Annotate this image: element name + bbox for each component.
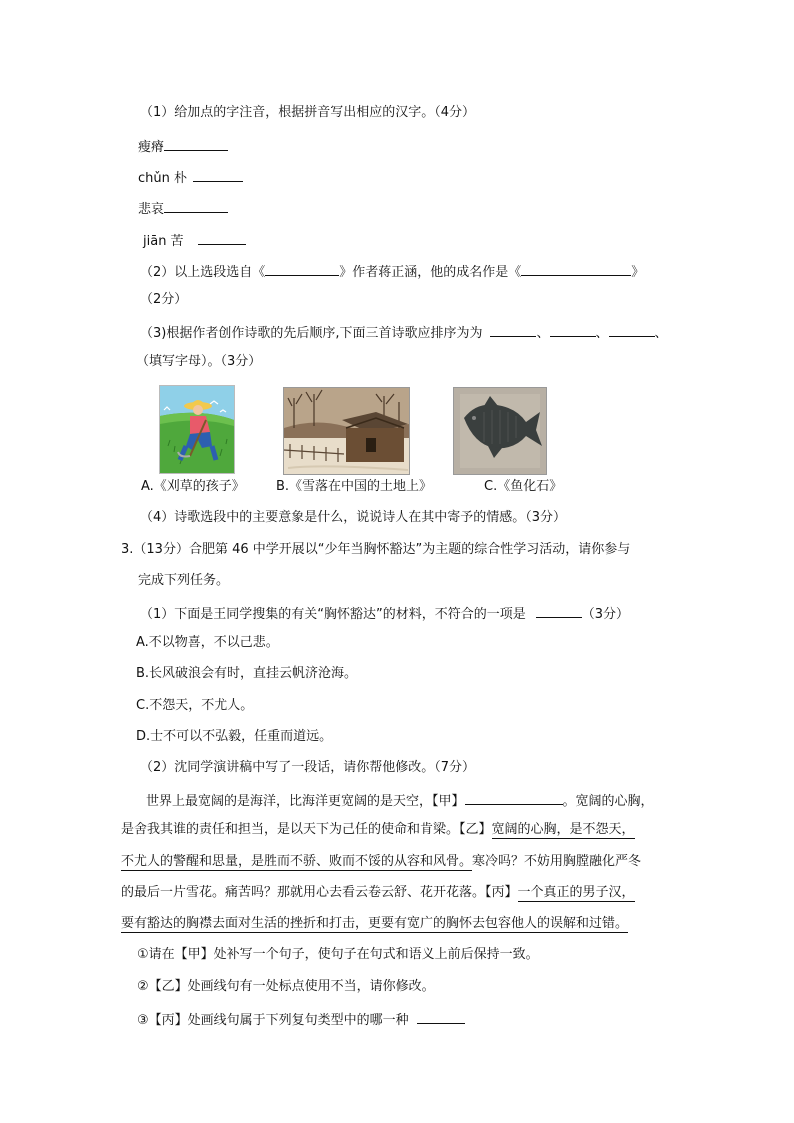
q2-sub3-sep1: 、 — [536, 326, 550, 341]
passage-4a: 的最后一片雪花。痛苦吗？那就用心去看云卷云舒、花开花落。【丙】 — [121, 885, 518, 900]
q2-item2-blank[interactable] — [193, 167, 243, 182]
q3-task-2: ②【乙】处画线句有一处标点使用不当，请你修改。 — [137, 979, 435, 994]
passage-line-2 — [121, 821, 635, 839]
fish-fossil-picture — [453, 387, 547, 475]
q2-sub3-b: （填写字母）。（3分） — [136, 354, 262, 369]
passage-line-4 — [121, 884, 635, 902]
q2-sub3-sep3: 、 — [654, 326, 668, 341]
passage-jia-blank[interactable] — [465, 790, 563, 805]
q3-sub2: （2）沈同学演讲稿中写了一段话，请你帮他修改。（7分） — [140, 760, 476, 775]
snowy-cabin-picture — [283, 387, 410, 475]
passage-1b: 。宽阔的心胸， — [562, 794, 654, 809]
q3-task-3-blank[interactable] — [417, 1009, 465, 1024]
caption-a: A.《刈草的孩子》 — [141, 479, 245, 494]
child-cutting-grass-picture — [159, 385, 235, 474]
q3-task-3-text: ③【丙】处画线句属于下列复句类型中的哪一种 — [137, 1013, 409, 1028]
passage-3-underlined: 不尤人的警醒和思量，是胜而不骄、败而不馁的从容和风骨。 — [121, 854, 473, 869]
q3-sub1-score: （3分） — [581, 607, 630, 622]
q2-sub3-blank1[interactable] — [490, 322, 536, 337]
q2-sub3-blank2[interactable] — [550, 322, 596, 337]
passage-1a: 世界上最宽阔的是海洋，比海洋更宽阔的是天空，【甲】 — [146, 794, 465, 809]
q3-line1: 3.（13分）合肥第 46 中学开展以“少年当胸怀豁达”为主题的综合性学习活动，请你参与 — [121, 542, 631, 557]
q3-option-b: B.长风破浪会有时，直挂云帆济沧海。 — [136, 666, 358, 681]
passage-line-3 — [121, 853, 641, 871]
q2-item2 — [138, 167, 243, 188]
q3-option-d: D.士不可以不弘毅，任重而道远。 — [136, 729, 333, 744]
q2-item3-text: 悲哀 — [138, 202, 165, 217]
q2-sub2-blank1[interactable] — [265, 261, 339, 276]
q3-sub1-blank[interactable] — [536, 603, 582, 618]
q2-sub2 — [140, 261, 644, 282]
q2-sub1: （1）给加点的字注音，根据拼音写出相应的汉字。（4分） — [140, 105, 476, 120]
q2-item1 — [138, 136, 228, 157]
q3-task-3 — [137, 1009, 465, 1030]
q2-sub2-c: 》 — [631, 265, 645, 280]
q2-item3-blank[interactable] — [164, 198, 228, 213]
q2-sub3-blank3[interactable] — [609, 322, 655, 337]
q3-option-c: C.不怨天，不尤人。 — [136, 698, 254, 713]
q2-sub3-sep2: 、 — [595, 326, 609, 341]
q2-item4-blank[interactable] — [198, 230, 246, 245]
q3-sub1 — [140, 603, 629, 624]
passage-2a: 是舍我其谁的责任和担当，是以天下为己任的使命和肯梁。【乙】 — [121, 822, 492, 837]
q2-item1-blank[interactable] — [164, 136, 228, 151]
q2-item3 — [138, 198, 228, 219]
q2-sub3-a: （3)根据作者创作诗歌的先后顺序,下面三首诗歌应排序为为 — [140, 326, 483, 341]
q2-sub2-score: （2分） — [140, 292, 188, 307]
q2-sub2-b: 》作者蒋正涵，他的成名作是《 — [339, 265, 522, 280]
q2-item1-text: 瘦瘠 — [138, 140, 165, 155]
q2-item4-text: jiān 苦 — [143, 234, 184, 249]
q2-sub2-blank2[interactable] — [521, 261, 631, 276]
caption-c: C.《鱼化石》 — [484, 479, 563, 494]
q3-option-a: A.不以物喜，不以己悲。 — [136, 635, 279, 650]
q2-item2-text: chǔn 朴 — [138, 171, 187, 186]
passage-4-underlined: 一个真正的男子汉， — [517, 885, 635, 900]
q3-line2: 完成下列任务。 — [138, 573, 230, 588]
caption-b: B.《雪落在中国的土地上》 — [276, 479, 433, 494]
passage-2-underlined: 宽阔的心胸，是不怨天， — [491, 822, 635, 837]
q3-sub1-text: （1）下面是王同学搜集的有关“胸怀豁达”的材料，不符合的一项是 — [140, 607, 526, 622]
passage-line-1 — [146, 790, 654, 811]
q3-task-1: ①请在【甲】处补写一个句子，使句子在句式和语义上前后保持一致。 — [137, 947, 539, 962]
q2-item4 — [143, 230, 246, 251]
q2-sub3 — [140, 322, 668, 343]
passage-line-5 — [121, 915, 628, 933]
passage-5-underlined: 要有豁达的胸襟去面对生活的挫折和打击，更要有宽广的胸怀去包容他人的误解和过错。 — [121, 916, 629, 931]
q2-sub4: （4）诗歌选段中的主要意象是什么，说说诗人在其中寄予的情感。（3分） — [140, 510, 567, 525]
q2-sub2-a: （2）以上选段选自《 — [140, 265, 266, 280]
passage-3b: 寒冷吗？不妨用胸膛融化严冬 — [472, 854, 642, 869]
